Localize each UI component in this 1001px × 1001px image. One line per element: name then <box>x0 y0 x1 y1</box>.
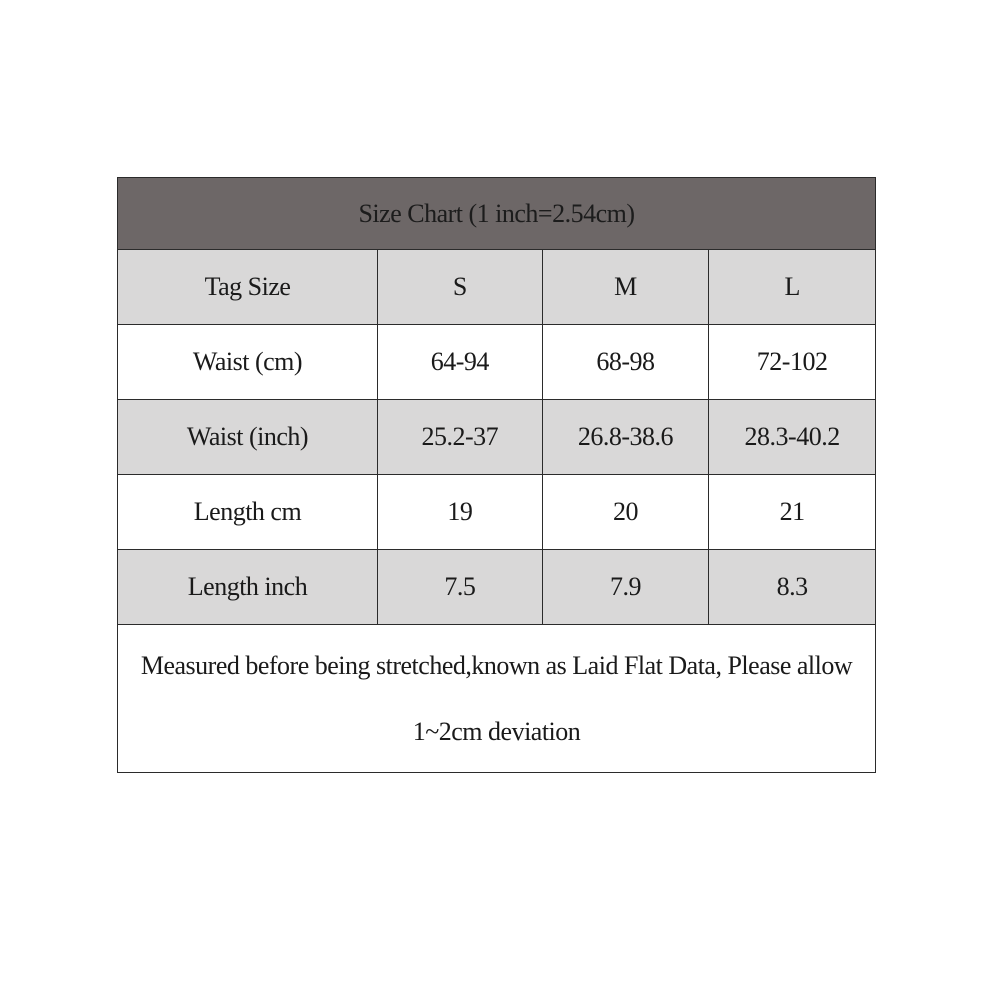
row-label: Waist (inch) <box>118 400 378 475</box>
table-row-length-cm <box>118 475 876 550</box>
cell-m: 7.9 <box>542 550 709 625</box>
cell-m: 26.8-38.6 <box>542 400 709 475</box>
table-row-waist-inch <box>118 400 876 475</box>
note-line-2: 1~2cm deviation <box>412 716 581 746</box>
row-label: Length inch <box>118 550 378 625</box>
note-row <box>118 625 876 773</box>
table-row-length-inch <box>118 550 876 625</box>
note-line-1: Measured before being stretched,known as Laid Flat Data, Please allow <box>140 650 853 680</box>
measurement-note <box>118 625 876 773</box>
table-row-waist-cm <box>118 325 876 400</box>
cell-l: 8.3 <box>709 550 876 625</box>
header-row <box>118 250 876 325</box>
cell-m: 20 <box>542 475 709 550</box>
size-chart-table <box>117 177 876 773</box>
cell-s: 64-94 <box>378 325 543 400</box>
header-label: Tag Size <box>118 250 378 325</box>
row-label: Waist (cm) <box>118 325 378 400</box>
cell-l: 28.3-40.2 <box>709 400 876 475</box>
cell-m: 68-98 <box>542 325 709 400</box>
header-size-s: S <box>378 250 543 325</box>
cell-s: 7.5 <box>378 550 543 625</box>
header-size-m: M <box>542 250 709 325</box>
header-size-l: L <box>709 250 876 325</box>
table-title: Size Chart (1 inch=2.54cm) <box>118 178 876 250</box>
cell-l: 21 <box>709 475 876 550</box>
cell-l: 72-102 <box>709 325 876 400</box>
cell-s: 19 <box>378 475 543 550</box>
row-label: Length cm <box>118 475 378 550</box>
cell-s: 25.2-37 <box>378 400 543 475</box>
title-row <box>118 178 876 250</box>
